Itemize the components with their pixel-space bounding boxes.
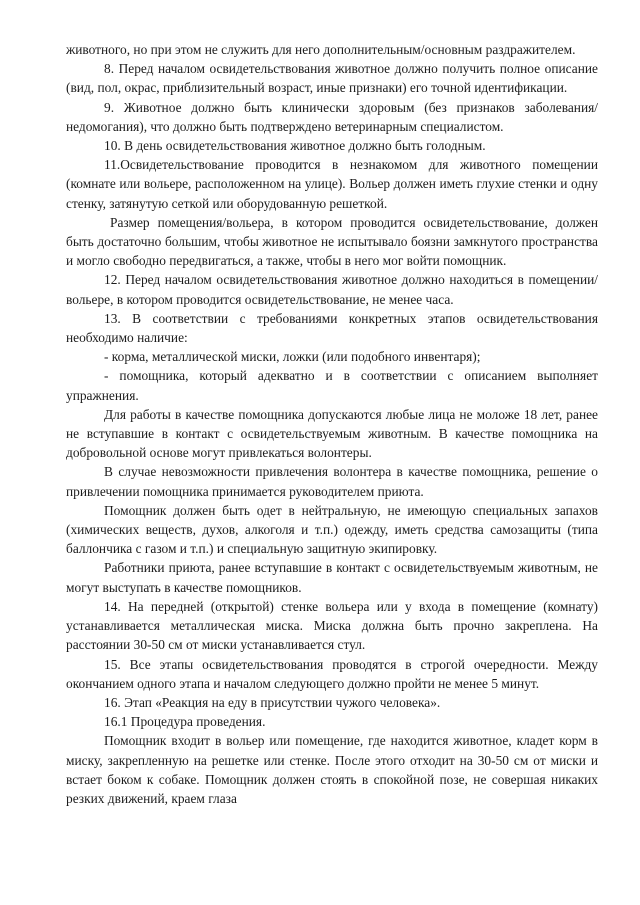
paragraph-enclosure-size: Размер помещения/вольера, в котором проводится освидетельствование, должен быть достаточно большим, чтобы животное не испытывало боязни замкнутого пространства и могло свободно передвигаться, а также, чтобы в него мог войти помощник.: [66, 214, 598, 269]
paragraph-shelter-workers: Работники приюта, ранее вступавшие в контакт с освидетельствуемым животным, не могут выступать в качестве помощников.: [66, 560, 598, 595]
paragraph-item-16: 16. Этап «Реакция на еду в присутствии чужого человека».: [104, 694, 441, 710]
paragraph-item-13: 13. В соответствии с требованиями конкретных этапов освидетельствования необходимо наличие:: [66, 310, 598, 346]
paragraph-item-10: 10. В день освидетельствования животное должно быть голодным.: [104, 138, 486, 154]
paragraph-volunteer-decision: В случае невозможности привлечения волонтера в качестве помощника, решение о привлечении помощника принимается руководителем приюта.: [66, 464, 598, 499]
paragraph-item-15: 15. Все этапы освидетельствования проводятся в строгой очередности. Между окончанием одного этапа и началом следующего должно пройти не менее 5 минут.: [66, 656, 598, 691]
paragraph-item-11: 11.Освидетельствование проводится в незнакомом для животного помещении (комнате или вольере, расположенном на улице). Вольер должен иметь глухие стенки и одну стенку, затянутую сеткой или оборудованную решеткой.: [66, 157, 598, 211]
list-item-feed: - корма, металлической миски, ложки (или подобного инвентаря);: [104, 349, 481, 365]
paragraph-item-14: 14. На передней (открытой) стенке вольера или у входа в помещение (комнату) устанавливается металлическая миска. Миска должна быть прочно закреплена. На расстоянии 30-50 см от миски устанавливается стул.: [66, 598, 598, 653]
paragraph-item-8: 8. Перед началом освидетельствования животное должно получить полное описание (вид, пол, окрас, приблизительный возраст, иные признаки) его точной идентификации.: [66, 61, 598, 96]
paragraph-continuation: животного, но при этом не служить для него дополнительным/основным раздражителем.: [66, 42, 576, 57]
list-item-assistant: - помощника, который адекватно и в соответствии с описанием выполняет упражнения.: [66, 368, 598, 403]
paragraph-assistant-eligibility: Для работы в качестве помощника допускаются любые лица не моложе 18 лет, ранее не вступавшие в контакт с освидетельствуемым животным. В качестве помощника на добровольной основе могут привлекаться волонтеры.: [66, 406, 598, 461]
paragraph-assistant-clothing: Помощник должен быть одет в нейтральную, не имеющую специальных запахов (химических веществ, духов, алкоголя и т.п.) одежду, иметь средства самозащиты (типа баллончика с газом и т.п.) и специальную защитную экипировку.: [66, 502, 598, 557]
paragraph-item-9: 9. Животное должно быть клинически здоровым (без признаков заболевания/недомогания), что должно быть подтверждено ветеринарным специалистом.: [66, 99, 598, 134]
paragraph-item-16-1: 16.1 Процедура проведения.: [104, 714, 266, 730]
paragraph-item-12: 12. Перед началом освидетельствования животное должно находиться в помещении/вольере, в котором проводится освидетельствование, не менее часа.: [66, 272, 598, 307]
paragraph-procedure: Помощник входит в вольер или помещение, где находится животное, кладет корм в миску, закрепленную на решетке или стенке. После этого отходит на 30-50 см от миски и встает боком к собаке. Помощник должен стоять в спокойной позе, не совершая никаких резких движений, краем глаза: [66, 733, 598, 806]
document-body: [66, 40, 598, 808]
